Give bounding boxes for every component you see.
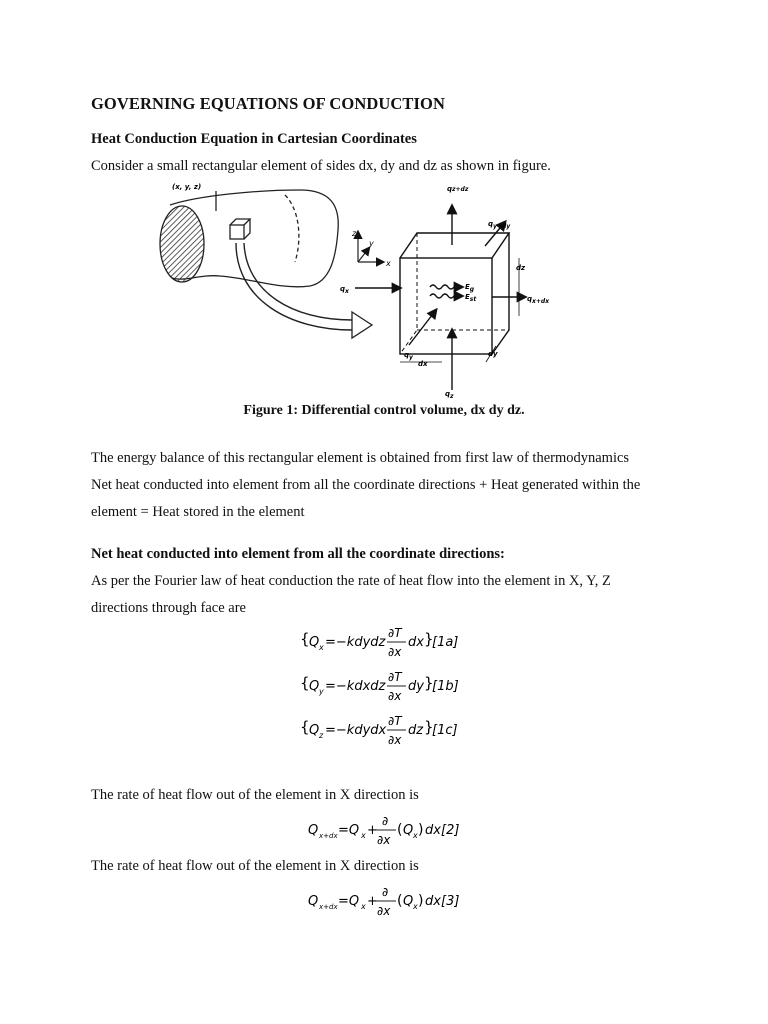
net-heat-subheading: Net heat conducted into element from all the coordinate directions: <box>91 546 505 562</box>
svg-text:x: x <box>413 831 418 840</box>
svg-text:dx: dx <box>425 894 441 909</box>
svg-text:=Q: =Q <box>338 894 360 909</box>
svg-text:}: } <box>424 718 434 736</box>
svg-text:x+dx: x+dx <box>319 832 338 840</box>
svg-text:∂x: ∂x <box>388 689 402 703</box>
energy-balance-paragraph: The energy balance of this rectangular element is obtained from first law of thermodynamics <box>91 450 630 466</box>
svg-text:Q: Q <box>308 823 319 838</box>
svg-text:z: z <box>319 731 324 740</box>
svg-text:}: } <box>424 630 434 648</box>
svg-text:x: x <box>319 643 324 652</box>
svg-text:=Q: =Q <box>338 823 360 838</box>
svg-text:[3]: [3] <box>441 894 460 909</box>
differential-cube <box>355 206 525 390</box>
intro-paragraph: Consider a small rectangular element of sides dx, dy and dz as shown in figure. <box>91 158 551 174</box>
heat-out-paragraph-1: The rate of heat flow out of the element in X direction is <box>91 787 419 803</box>
svg-text:dy: dy <box>408 679 424 694</box>
svg-text:dx: dx <box>408 635 424 650</box>
svg-text:Q: Q <box>403 823 414 838</box>
svg-text:Q: Q <box>309 723 320 738</box>
svg-text:(: ( <box>397 822 403 838</box>
eg-label: Eg <box>465 283 475 293</box>
solid-body-sketch <box>160 190 372 338</box>
svg-text:∂x: ∂x <box>388 733 402 747</box>
svg-text:): ) <box>418 822 424 838</box>
svg-text:[2]: [2] <box>441 823 460 838</box>
svg-text:[1a]: [1a] <box>432 635 459 650</box>
svg-text:∂T: ∂T <box>388 714 402 728</box>
equation-2 <box>308 810 478 852</box>
axis-z-label: z <box>352 229 357 238</box>
page-heading: GOVERNING EQUATIONS OF CONDUCTION <box>91 94 445 113</box>
est-label: Est <box>465 293 477 303</box>
svg-text:+: + <box>367 823 378 838</box>
figure-caption: Figure 1: Differential control volume, dx dy dz. <box>243 403 525 418</box>
svg-text:{: { <box>300 718 310 736</box>
svg-text:}: } <box>424 674 434 692</box>
svg-text:=−kdydx: =−kdydx <box>325 723 387 738</box>
qx-label: qx <box>340 285 349 295</box>
svg-text:y: y <box>319 687 324 696</box>
qx-dx-label: qx+dx <box>527 295 550 305</box>
svg-text:∂x: ∂x <box>388 645 402 659</box>
svg-text:(: ( <box>397 893 403 909</box>
svg-text:∂T: ∂T <box>388 670 402 684</box>
equation-3 <box>308 881 478 923</box>
heat-out-paragraph-2: The rate of heat flow out of the element in X direction is <box>91 858 419 874</box>
svg-text:[1c]: [1c] <box>432 723 458 738</box>
qz-dz-label: qz+dz <box>447 185 469 193</box>
svg-text:{: { <box>300 630 310 648</box>
svg-text:Q: Q <box>403 894 414 909</box>
svg-text:∂x: ∂x <box>377 904 391 918</box>
axis-x-label: x <box>386 259 391 268</box>
svg-text:): ) <box>418 893 424 909</box>
svg-text:Q: Q <box>309 679 320 694</box>
section-subheading: Heat Conduction Equation in Cartesian Coordinates <box>91 131 417 147</box>
svg-text:[1b]: [1b] <box>432 679 459 694</box>
svg-text:x: x <box>361 902 366 911</box>
point-label: (x, y, z) <box>172 183 202 191</box>
axis-y-label: y <box>369 239 374 248</box>
control-volume-figure <box>0 0 768 400</box>
svg-text:Q: Q <box>308 894 319 909</box>
svg-text:∂: ∂ <box>382 814 389 828</box>
svg-text:dz: dz <box>408 723 424 738</box>
equation-1b <box>300 666 480 708</box>
svg-text:x: x <box>361 831 366 840</box>
svg-text:dx: dx <box>425 823 441 838</box>
qy-label: qy <box>404 351 413 361</box>
net-heat-line1: Net heat conducted into element from all the coordinate directions + Heat generated within the <box>91 477 641 493</box>
svg-text:∂x: ∂x <box>377 833 391 847</box>
svg-text:∂: ∂ <box>382 885 389 899</box>
svg-text:Q: Q <box>309 635 320 650</box>
svg-text:{: { <box>300 674 310 692</box>
dz-label: dz <box>516 264 526 272</box>
svg-text:=−kdydz: =−kdydz <box>325 635 386 650</box>
equation-1c <box>300 710 480 752</box>
equation-1a <box>300 622 480 664</box>
dy-label: dy <box>488 350 498 358</box>
qz-label: qz <box>445 390 454 400</box>
svg-text:x+dx: x+dx <box>319 903 338 911</box>
dx-label: dx <box>418 360 428 368</box>
svg-text:∂T: ∂T <box>388 626 402 640</box>
svg-text:=−kdxdz: =−kdxdz <box>325 679 386 694</box>
svg-text:x: x <box>413 902 418 911</box>
fourier-line1: As per the Fourier law of heat conduction the rate of heat flow into the element in X, Y, Z <box>91 573 611 589</box>
net-heat-line2: element = Heat stored in the element <box>91 504 305 520</box>
qy-dy-label: qy+dy <box>488 220 511 230</box>
fourier-line2: directions through face are <box>91 600 246 616</box>
svg-text:+: + <box>367 894 378 909</box>
